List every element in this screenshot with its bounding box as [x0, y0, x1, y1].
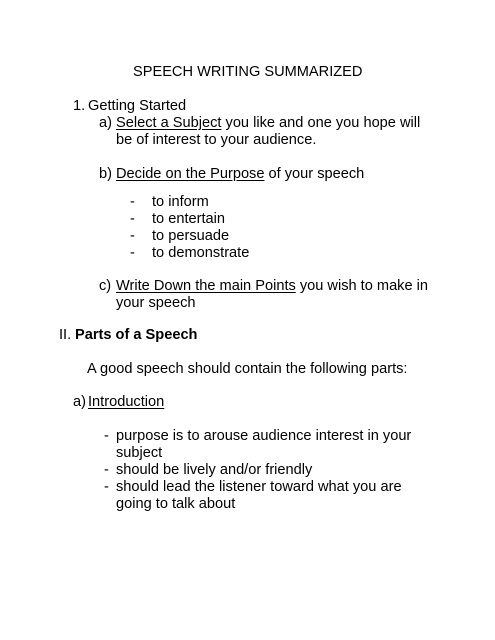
item-a-line2: be of interest to your audience. [116, 132, 317, 148]
section2-a-heading: Introduction [88, 394, 165, 410]
purpose-item-2: to entertain [152, 211, 226, 227]
section2-number: II. [59, 327, 72, 343]
item-b-line [116, 166, 364, 183]
item-b-underlined: Decide on the Purpose [116, 166, 265, 182]
section1-heading: Getting Started [88, 98, 187, 114]
purpose-item-4: to demonstrate [152, 245, 250, 261]
purpose-dash-2: - [130, 211, 135, 227]
point-dash-1: - [104, 428, 109, 444]
item-a-text: you like and one you hope will [221, 115, 421, 131]
section2-intro: A good speech should contain the following parts: [87, 361, 408, 377]
item-a-line1 [116, 115, 420, 132]
section2-heading: Parts of a Speech [75, 327, 198, 343]
item-c-text: you wish to make in [295, 278, 429, 294]
purpose-item-1: to inform [152, 194, 209, 210]
point-1-line2: subject [116, 445, 163, 461]
item-b-text: of your speech [264, 166, 365, 182]
point-2: should be lively and/or friendly [116, 462, 313, 478]
item-c-line1 [116, 278, 428, 295]
point-1-line1: purpose is to arouse audience interest in your [116, 428, 412, 444]
point-dash-2: - [104, 462, 109, 478]
item-a-underlined: Select a Subject [116, 115, 222, 131]
page-title: SPEECH WRITING SUMMARIZED [133, 64, 363, 80]
item-c-line2: your speech [116, 295, 196, 311]
point-dash-3: - [104, 479, 109, 495]
purpose-dash-1: - [130, 194, 135, 210]
item-a-label: a) [99, 115, 112, 131]
section2-a-label: a) [73, 394, 86, 410]
section1-number: 1. [73, 98, 86, 114]
item-b-label: b) [99, 166, 112, 182]
point-3-line1: should lead the listener toward what you are [116, 479, 402, 495]
item-c-label: c) [99, 278, 112, 294]
item-c-underlined: Write Down the main Points [116, 278, 296, 294]
purpose-dash-4: - [130, 245, 135, 261]
purpose-item-3: to persuade [152, 228, 230, 244]
purpose-dash-3: - [130, 228, 135, 244]
point-3-line2: going to talk about [116, 496, 236, 512]
